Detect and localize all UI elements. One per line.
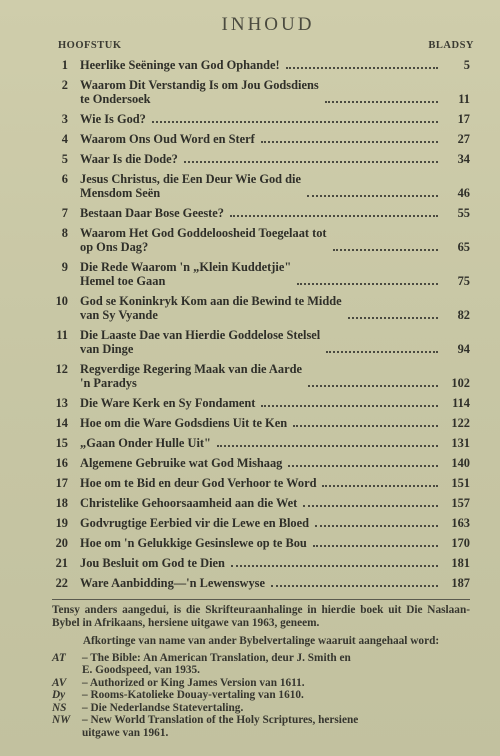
toc-entry[interactable]: [52, 291, 470, 325]
toc-entry[interactable]: [52, 75, 470, 109]
chapter-title: Hoe om 'n Gelukkige Gesinslewe op te Bou: [80, 536, 307, 550]
abbreviation-code: Dy: [52, 689, 66, 701]
chapter-number: 8: [61, 226, 68, 240]
dot-leader: [231, 565, 438, 567]
dot-leader: [230, 215, 438, 217]
toc-entry[interactable]: [52, 325, 470, 359]
page-number: 102: [451, 376, 470, 390]
abbreviation-description: – Die Nederlandse Statevertaling.: [82, 701, 244, 714]
page-number: 75: [457, 274, 470, 288]
chapter-title: Ware Aanbidding—'n Lewenswyse: [80, 576, 265, 590]
chapter-number: 22: [55, 576, 68, 590]
page-number: 163: [451, 516, 470, 530]
chapter-title: Die Ware Kerk en Sy Fondament: [80, 396, 256, 410]
abbreviation-item: [52, 677, 470, 690]
page-number: 82: [457, 308, 470, 322]
page-number: 187: [451, 576, 470, 590]
toc-entry[interactable]: [52, 129, 470, 149]
abbreviation-description: – Authorized or King James Version van 1611.: [82, 676, 305, 689]
toc-entry[interactable]: [52, 169, 470, 203]
chapter-number: 11: [56, 328, 68, 342]
chapter-title: Christelike Gehoorsaamheid aan die Wet: [80, 496, 298, 510]
chapter-number: 4: [61, 132, 68, 146]
chapter-title: Heerlike Seëninge van God Ophande!: [80, 58, 280, 72]
page-number: 114: [452, 396, 470, 410]
chapter-title: „Gaan Onder Hulle Uit": [80, 436, 211, 450]
dot-leader: [313, 545, 438, 547]
page-number: 17: [457, 112, 470, 126]
chapter-number: 20: [55, 536, 68, 550]
chapter-number: 13: [55, 396, 68, 410]
chapter-number: 17: [55, 476, 68, 490]
chapter-number: 12: [55, 362, 68, 376]
chapter-title: Waar Is die Dode?: [80, 152, 178, 166]
abbreviation-item: [52, 689, 470, 702]
page-number: 11: [458, 92, 470, 106]
toc-entry[interactable]: [52, 493, 470, 513]
dot-leader: [217, 445, 438, 447]
dot-leader: [297, 283, 438, 285]
page-number: 94: [457, 342, 470, 356]
chapter-title: Waarom Ons Oud Word en Sterf: [80, 132, 255, 146]
dot-leader: [308, 385, 438, 387]
chapter-title: Waarom Dit Verstandig Is om Jou Godsdiens te Ondersoek: [80, 78, 319, 106]
abbreviation-item: [52, 702, 470, 715]
abbreviation-code: NW: [52, 714, 71, 726]
page-number: 140: [451, 456, 470, 470]
toc-entry[interactable]: [52, 453, 470, 473]
page-number: 27: [457, 132, 470, 146]
chapter-number: 10: [55, 294, 68, 308]
dot-leader: [325, 101, 438, 103]
dot-leader: [333, 249, 438, 251]
toc-entry[interactable]: [52, 223, 470, 257]
dot-leader: [303, 505, 438, 507]
dot-leader: [326, 351, 438, 353]
toc-entry[interactable]: [52, 553, 470, 573]
chapter-title: Jou Besluit om God te Dien: [80, 556, 225, 570]
chapter-number: 18: [55, 496, 68, 510]
toc-entry[interactable]: [52, 257, 470, 291]
abbreviations-list: [52, 652, 470, 740]
table-of-contents: [52, 55, 470, 593]
dot-leader: [293, 425, 438, 427]
page-title: INHOUD: [221, 14, 315, 35]
chapter-number: 2: [61, 78, 68, 92]
notes-section: [52, 604, 470, 739]
toc-entry[interactable]: [52, 473, 470, 493]
divider: [52, 599, 470, 600]
chapter-title: Hoe om te Bid en deur God Verhoor te Word: [80, 476, 317, 490]
toc-entry[interactable]: [52, 359, 470, 393]
toc-entry[interactable]: [52, 55, 470, 75]
chapter-column-header: HOOFSTUK: [58, 40, 122, 51]
page-number: 157: [451, 496, 470, 510]
abbreviation-item: [52, 652, 470, 677]
toc-entry[interactable]: [52, 109, 470, 129]
page-number: 65: [457, 240, 470, 254]
chapter-title: Bestaan Daar Bose Geeste?: [80, 206, 224, 220]
chapter-title: Waarom Het God Goddeloosheid Toegelaat tot op Ons Dag?: [80, 226, 327, 254]
page-number: 131: [451, 436, 470, 450]
abbreviations-heading: Afkortinge van name van ander Bybelvertalinge waaruit aangehaal word:: [82, 635, 440, 647]
chapter-number: 19: [55, 516, 68, 530]
abbreviation-description: – New World Translation of the Holy Scriptures, hersiene uitgawe van 1961.: [82, 714, 359, 739]
chapter-number: 6: [61, 172, 68, 186]
page-number: 5: [463, 58, 470, 72]
chapter-number: 16: [55, 456, 68, 470]
chapter-title: Die Laaste Dae van Hierdie Goddelose Stelsel van Dinge: [80, 328, 321, 356]
chapter-title: Wie Is God?: [80, 112, 146, 126]
chapter-number: 21: [55, 556, 68, 570]
dot-leader: [315, 525, 438, 527]
chapter-number: 9: [61, 260, 68, 274]
toc-entry[interactable]: [52, 203, 470, 223]
dot-leader: [307, 195, 438, 197]
toc-entry[interactable]: [52, 413, 470, 433]
dot-leader: [271, 585, 438, 587]
toc-entry[interactable]: [52, 513, 470, 533]
abbreviation-code: AT: [52, 651, 66, 664]
page-number: 46: [457, 186, 470, 200]
chapter-title: Godvrugtige Eerbied vir die Lewe en Bloed: [80, 516, 309, 530]
dot-leader: [348, 317, 438, 319]
page-number: 122: [451, 416, 470, 430]
page-column-header: BLADSY: [428, 40, 474, 51]
chapter-number: 1: [61, 58, 68, 72]
abbreviation-code: AV: [52, 676, 67, 689]
page-number: 34: [457, 152, 470, 166]
chapter-title: Hoe om die Ware Godsdiens Uit te Ken: [80, 416, 288, 430]
toc-entry[interactable]: [52, 393, 470, 413]
translation-note: Tensy anders aangedui, is die Skrifteuraanhalinge in hierdie boek uit Die Naslaan-Bybel in Afrikaans, hersiene uitgawe van 1963, geneem.: [52, 604, 470, 629]
page-number: 170: [451, 536, 470, 550]
chapter-title: Regverdige Regering Maak van die Aarde 'n Paradys: [80, 362, 302, 390]
toc-entry[interactable]: [52, 149, 470, 169]
abbreviation-code: NS: [52, 701, 67, 714]
dot-leader: [288, 465, 438, 467]
chapter-title: Jesus Christus, die Een Deur Wie God die Mensdom Seën: [80, 172, 301, 200]
abbreviation-description: – The Bible: An American Translation, deur J. Smith en E. Goodspeed, van 1935.: [82, 651, 351, 676]
chapter-title: Algemene Gebruike wat God Mishaag: [80, 456, 283, 470]
toc-entry[interactable]: [52, 533, 470, 553]
chapter-number: 5: [61, 152, 68, 166]
dot-leader: [261, 141, 438, 143]
dot-leader: [152, 121, 438, 123]
column-headers: [58, 40, 474, 51]
dot-leader: [322, 485, 438, 487]
dot-leader: [261, 405, 438, 407]
page-number: 151: [451, 476, 470, 490]
chapter-number: 15: [55, 436, 68, 450]
abbreviation-item: [52, 714, 470, 739]
dot-leader: [184, 161, 438, 163]
chapter-number: 14: [55, 416, 68, 430]
abbreviation-description: – Rooms-Katolieke Douay-vertaling van 1610.: [82, 689, 304, 701]
chapter-number: 7: [61, 206, 68, 220]
chapter-title: God se Koninkryk Kom aan die Bewind te Midde van Sy Vyande: [80, 294, 342, 322]
page-number: 181: [451, 556, 470, 570]
chapter-number: 3: [61, 112, 68, 126]
page-number: 55: [457, 206, 470, 220]
toc-entry[interactable]: [52, 433, 470, 453]
chapter-title: Die Rede Waarom 'n „Klein Kuddetjie" Hemel toe Gaan: [80, 260, 292, 288]
toc-entry[interactable]: [52, 573, 470, 593]
dot-leader: [286, 67, 438, 69]
